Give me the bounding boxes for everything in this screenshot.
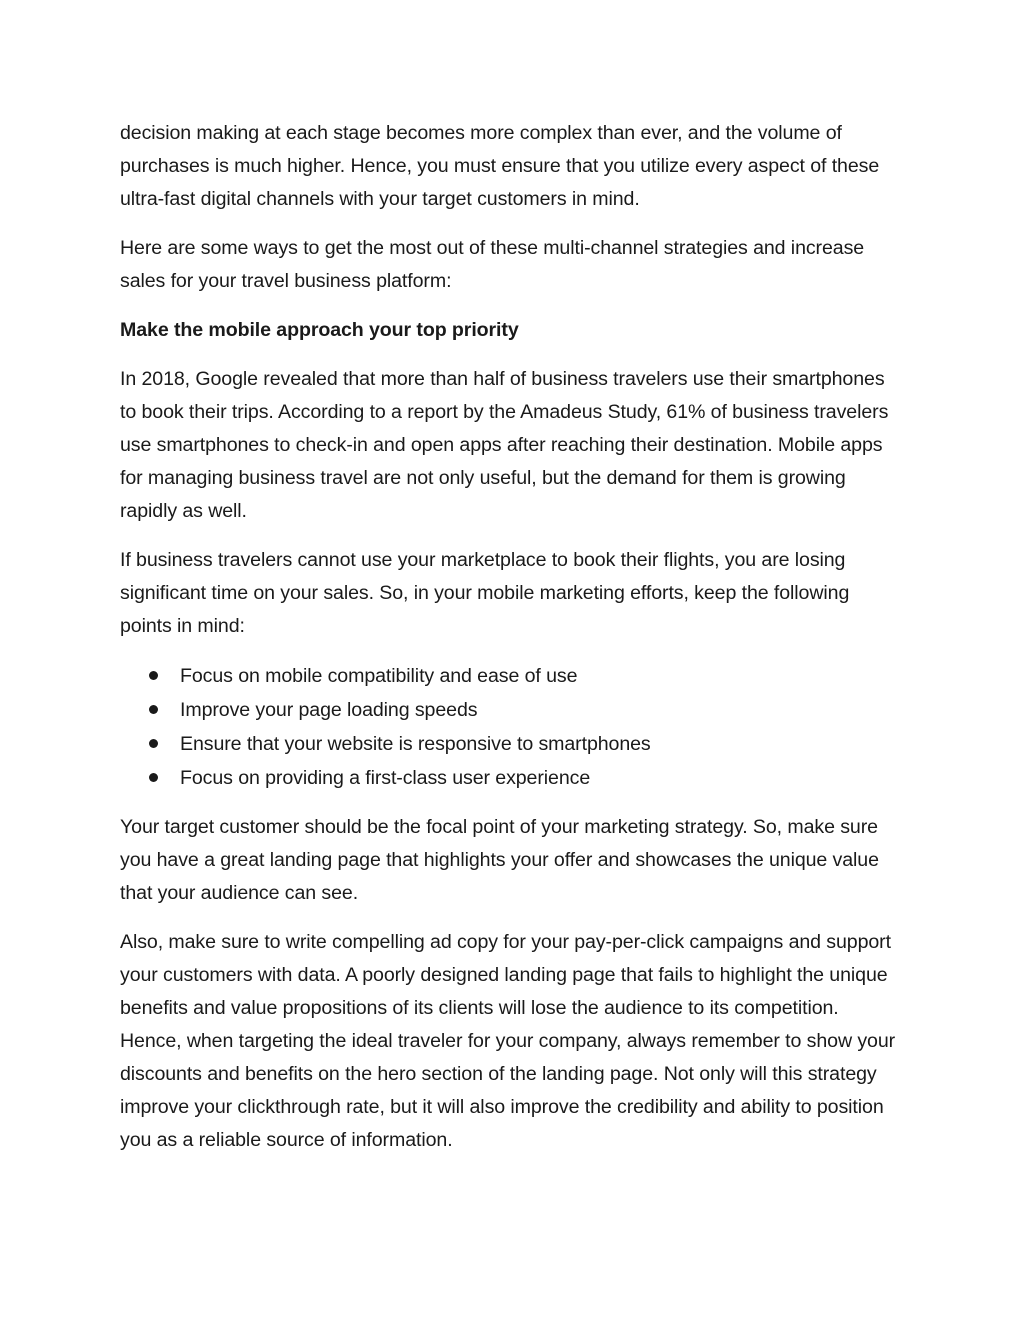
paragraph-ways-intro: Here are some ways to get the most out of these multi-channel strategies and increase sales for your travel business platform: <box>120 237 865 292</box>
bullet-list <box>120 659 905 795</box>
list-item-text: Focus on mobile compatibility and ease of use <box>180 665 578 687</box>
section-heading: Make the mobile approach your top priority <box>120 319 519 341</box>
paragraph-ad-copy: Also, make sure to write compelling ad copy for your pay-per-click campaigns and support your customers with data. A poorly designed landing page that fails to highlight the unique benefits and value propositions of its clients will lose the audience to its competition. Hence, when targeting the ideal traveler for your company, always remember to show your discounts and benefits on the hero section of the landing page. Not only will this strategy improve your clickthrough rate, but it will also improve the credibility and ability to position you as a reliable source of information. <box>120 931 896 1151</box>
list-item-text: Ensure that your website is responsive to smartphones <box>180 733 651 755</box>
list-item <box>120 727 905 761</box>
bullet-icon <box>149 773 158 782</box>
paragraph-google-stats: In 2018, Google revealed that more than half of business travelers use their smartphones to book their trips. According to a report by the Amadeus Study, 61% of business travelers use smartphones to check-in and open apps after reaching their destination. Mobile apps for managing business travel are not only useful, but the demand for them is growing rapidly as well. <box>120 368 889 522</box>
list-item-text: Focus on providing a first-class user experience <box>180 767 591 789</box>
list-item <box>120 693 905 727</box>
list-item <box>120 761 905 795</box>
bullet-icon <box>149 739 158 748</box>
paragraph-marketplace: If business travelers cannot use your marketplace to book their flights, you are losing significant time on your sales. So, in your mobile marketing efforts, keep the following points in mind: <box>120 549 850 637</box>
bullet-icon <box>149 671 158 680</box>
bullet-icon <box>149 705 158 714</box>
paragraph-intro-continuation: decision making at each stage becomes more complex than ever, and the volume of purchases is much higher. Hence, you must ensure that you utilize every aspect of these ultra-fast digital channels with your target customers in mind. <box>120 122 880 210</box>
paragraph-target-customer: Your target customer should be the focal point of your marketing strategy. So, make sure you have a great landing page that highlights your offer and showcases the unique value that your audience can see. <box>120 816 879 904</box>
document-body <box>120 117 905 1173</box>
list-item-text: Improve your page loading speeds <box>180 699 478 721</box>
list-item <box>120 659 905 693</box>
